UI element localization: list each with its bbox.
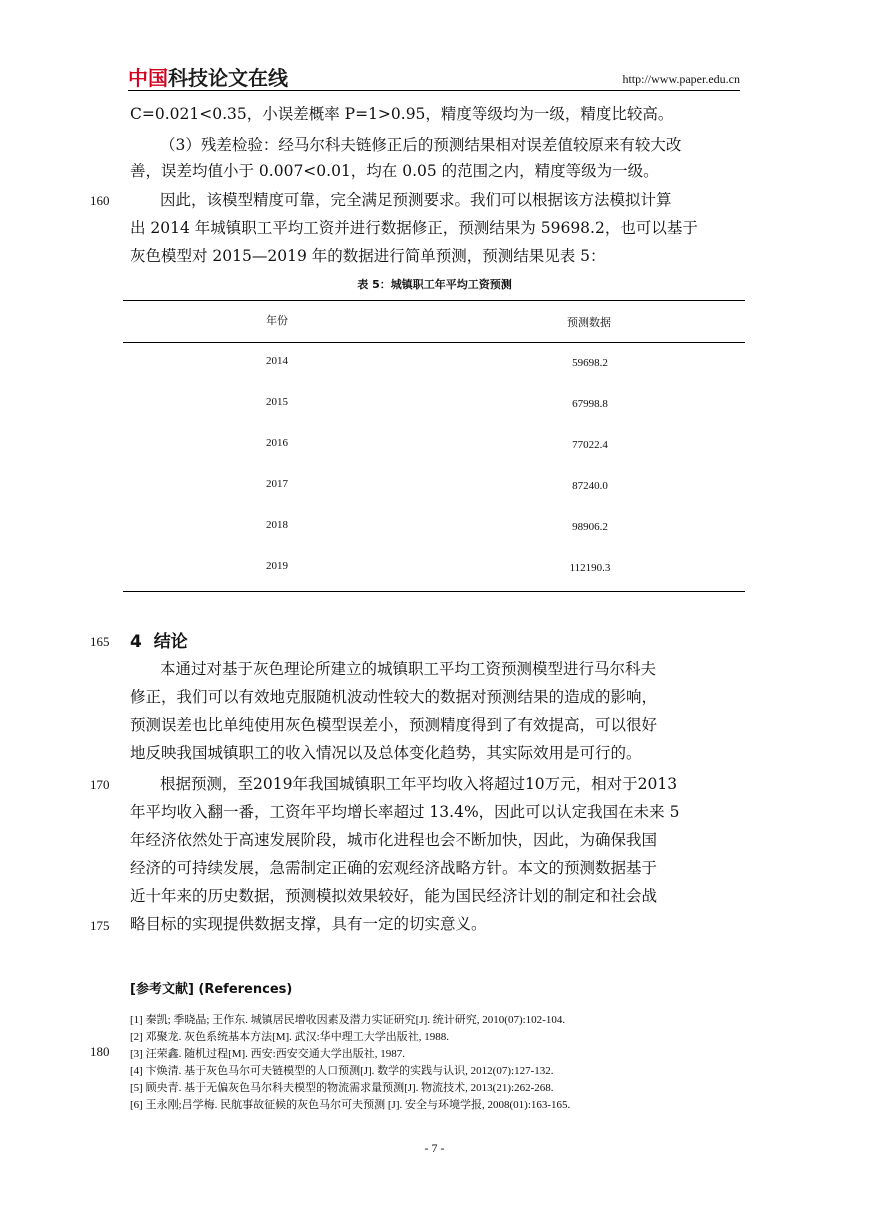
journal-logo [128,62,288,91]
text-line: 善，误差均值小于 0.007<0.01，均在 0.05 的范围之内，精度等级为一级。 [130,162,659,180]
text-line: 修正，我们可以有效地克服随机波动性较大的数据对预测结果的造成的影响， [130,688,658,706]
logo-part-red: 中国 [128,66,168,90]
table-row-year: 2016 [266,437,288,449]
table-header-rule [123,342,745,343]
reference-item: [2] 邓聚龙. 灰色系统基本方法[M]. 武汉:华中理工大学出版社, 1988. [130,1031,449,1043]
header-rule [128,90,740,91]
text-line: 地反映我国城镇职工的收入情况以及总体变化趋势，其实际效用是可行的。 [130,744,642,762]
line-number: 175 [90,918,110,933]
text-line: 根据预测，至2019年我国城镇职工年平均收入将超过10万元，相对于2013 [160,775,678,793]
table-row-value: 59698.2 [572,357,608,369]
text-line: 经济的可持续发展，急需制定正确的宏观经济战略方针。本文的预测数据基于 [130,859,658,877]
reference-item: [1] 秦凯; 季晓晶; 王作东. 城镇居民增收因素及潜力实证研究[J]. 统计研究, 2010(07):102-104. [130,1014,566,1026]
page-header [128,62,740,90]
text-line: 年平均收入翻一番，工资年平均增长率超过 13.4%，因此可以认定我国在未来 5 [130,803,680,821]
reference-item: [4] 卞焕清. 基于灰色马尔可夫链模型的人口预测[J]. 数学的实践与认识, 2012(07):127-132. [130,1065,554,1077]
text-line: 出 2014 年城镇职工平均工资并进行数据修正，预测结果为 59698.2，也可以基于 [130,219,698,237]
table-row-value: 87240.0 [572,480,608,492]
text-line: 略目标的实现提供数据支撑，具有一定的切实意义。 [130,915,487,933]
table-row-value: 112190.3 [569,562,611,574]
table-row-value: 67998.8 [572,398,608,410]
text-line: 灰色模型对 2015—2019 年的数据进行简单预测，预测结果见表 5： [130,247,606,265]
text-line: 年经济依然处于高速发展阶段，城市化进程也会不断加快，因此，为确保我国 [130,831,658,849]
section-title: 结论 [153,632,188,652]
page-number: - 7 - [424,1141,445,1155]
text-line: 因此，该模型精度可靠，完全满足预测要求。我们可以根据该方法模拟计算 [160,191,672,209]
text-line: C=0.021<0.35，小误差概率 P=1>0.95，精度等级均为一级，精度比较高。 [130,105,674,123]
table-row-year: 2018 [266,519,288,531]
table-row-year: 2015 [266,396,288,408]
table-row-year: 2019 [266,560,288,572]
reference-item: [6] 王永刚;吕学梅. 民航事故征候的灰色马尔可夫预测 [J]. 安全与环境学报, 2008(01):163-165. [130,1099,571,1111]
table-header-value: 预测数据 [567,317,611,329]
line-number: 165 [90,634,110,649]
table-header-year: 年份 [266,315,288,327]
section-heading [130,627,188,652]
table-caption: 表 5：城镇职工年平均工资预测 [357,278,512,291]
table-bottom-rule [123,591,745,592]
section-number: 4 [130,632,142,652]
references-heading: [参考文献] (References) [130,982,293,997]
text-line: （3）残差检验：经马尔科夫链修正后的预测结果相对误差值较原来有较大改 [160,136,682,154]
table-row-year: 2014 [266,355,288,367]
table-top-rule [123,300,745,301]
header-url: http://www.paper.edu.cn [622,72,740,86]
text-line: 预测误差也比单纯使用灰色模型误差小，预测精度得到了有效提高，可以很好 [130,716,658,734]
reference-item: [5] 顾央青. 基于无偏灰色马尔科夫模型的物流需求量预测[J]. 物流技术, 2013(21):262-268. [130,1082,554,1094]
table-row-year: 2017 [266,478,288,490]
logo-part-dark: 科技论文在线 [168,66,288,90]
table-row-value: 77022.4 [572,439,608,451]
line-number: 170 [90,777,110,792]
table-row-value: 98906.2 [572,521,608,533]
text-line: 近十年来的历史数据，预测模拟效果较好，能为国民经济计划的制定和社会战 [130,887,658,905]
line-number: 180 [90,1044,110,1059]
reference-item: [3] 汪荣鑫. 随机过程[M]. 西安:西安交通大学出版社, 1987. [130,1048,405,1060]
line-number: 160 [90,193,110,208]
text-line: 本通过对基于灰色理论所建立的城镇职工平均工资预测模型进行马尔科夫 [160,660,657,678]
